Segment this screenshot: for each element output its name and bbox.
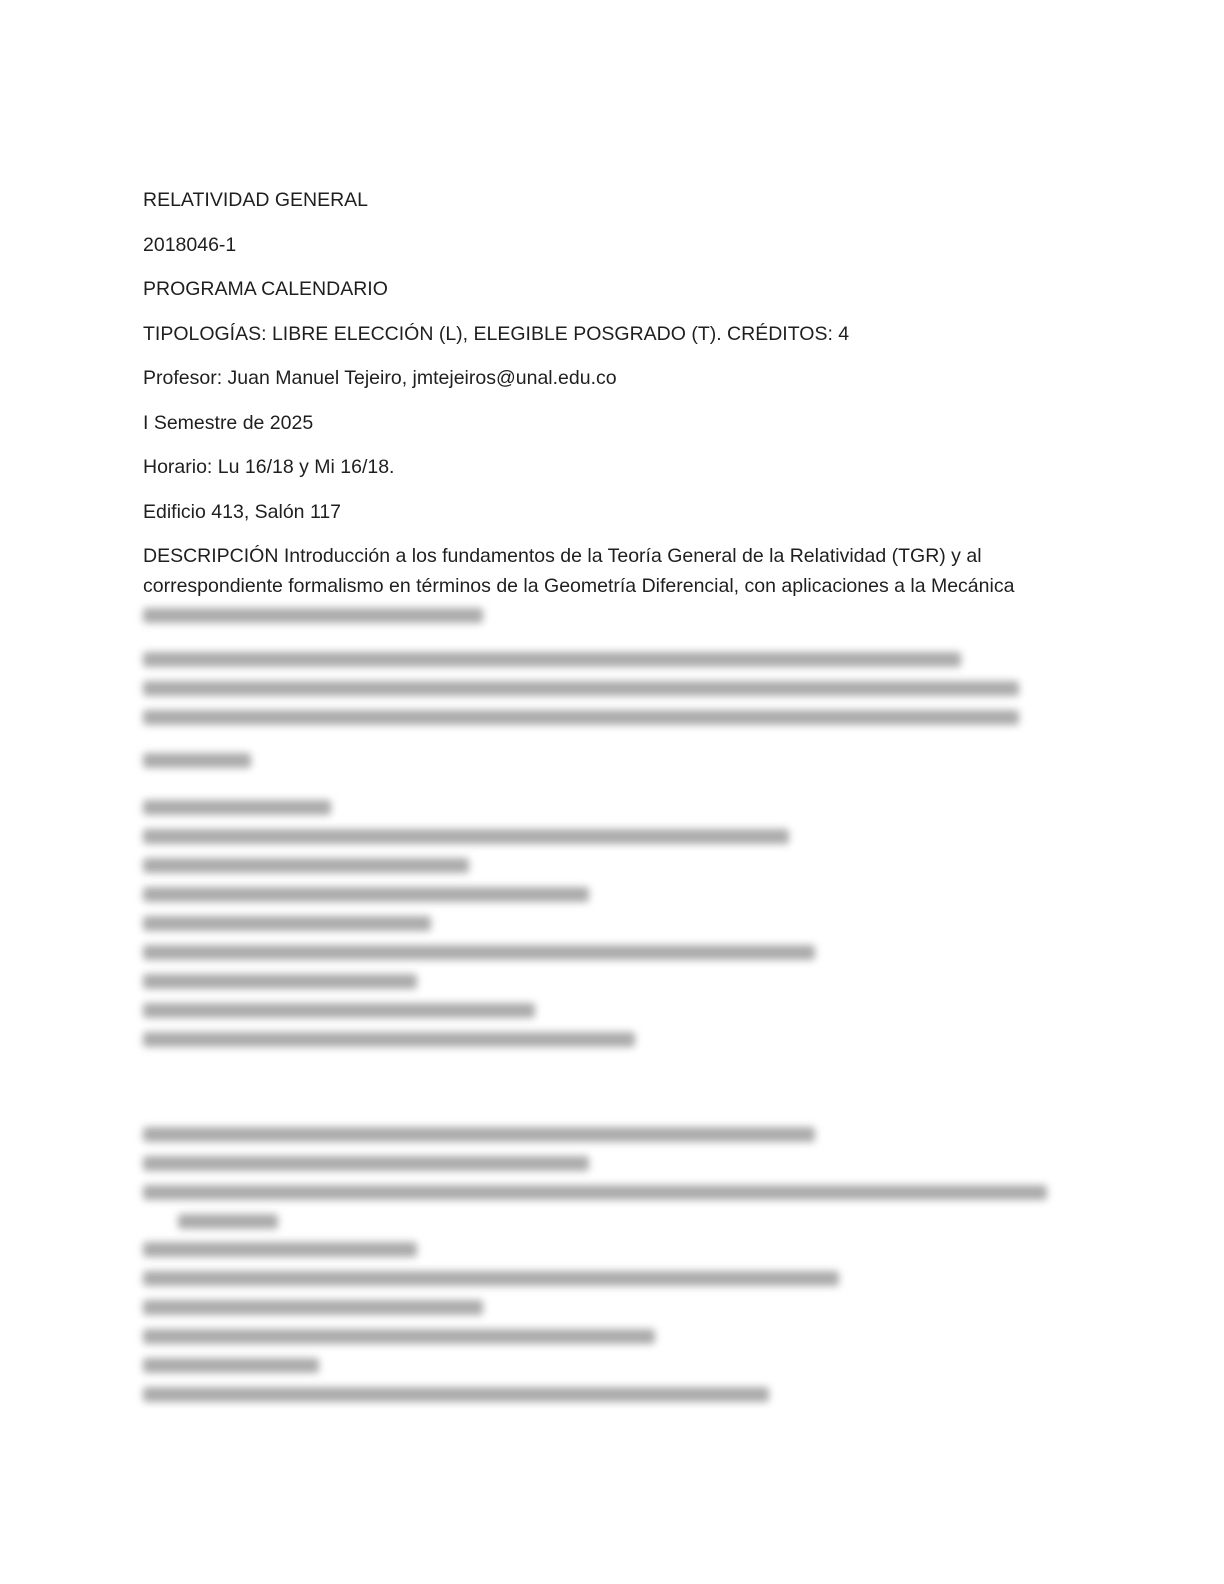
blurred-text-line bbox=[143, 1185, 1047, 1200]
blurred-text-line bbox=[143, 1032, 635, 1047]
blurred-text-line bbox=[143, 1271, 839, 1286]
blurred-text-line bbox=[143, 681, 1019, 696]
blurred-text-line bbox=[143, 608, 483, 623]
blurred-text-line bbox=[143, 1300, 483, 1315]
blurred-text-line bbox=[143, 1387, 769, 1402]
blurred-text-line bbox=[143, 829, 789, 844]
schedule-info: Horario: Lu 16/18 y Mi 16/18. bbox=[143, 456, 395, 478]
blurred-text-line bbox=[143, 887, 589, 902]
blurred-text-line bbox=[143, 945, 815, 960]
document-body bbox=[143, 186, 1063, 601]
blurred-text-line bbox=[143, 1156, 589, 1171]
blurred-text-line bbox=[143, 916, 431, 931]
blurred-text-line bbox=[143, 1127, 815, 1142]
program-label: PROGRAMA CALENDARIO bbox=[143, 278, 388, 300]
typologies-credits: TIPOLOGÍAS: LIBRE ELECCIÓN (L), ELEGIBLE POSGRADO (T). CRÉDITOS: 4 bbox=[143, 322, 850, 345]
course-code: 2018046-1 bbox=[143, 233, 237, 256]
location-info: Edificio 413, Salón 117 bbox=[143, 500, 342, 523]
professor-info: Profesor: Juan Manuel Tejeiro, jmtejeiros@unal.edu.co bbox=[143, 367, 617, 389]
description-paragraph bbox=[143, 542, 1063, 601]
blurred-text-line bbox=[143, 1329, 655, 1344]
description-line: DESCRIPCIÓN Introducción a los fundamentos de la Teoría General de la Relatividad (TGR) y al bbox=[143, 545, 982, 567]
blurred-text-line bbox=[143, 858, 469, 873]
blurred-text-line bbox=[143, 652, 961, 667]
blurred-text-line bbox=[143, 974, 417, 989]
blurred-text-line bbox=[143, 1242, 417, 1257]
blurred-text-line bbox=[143, 1358, 319, 1373]
semester-info: I Semestre de 2025 bbox=[143, 411, 314, 434]
blurred-text-line bbox=[143, 800, 331, 815]
description-line: correspondiente formalismo en términos de la Geometría Diferencial, con aplicaciones a la Mecánica bbox=[143, 574, 1015, 597]
course-title: RELATIVIDAD GENERAL bbox=[143, 189, 369, 211]
blurred-text-line bbox=[143, 753, 251, 768]
blurred-text-line bbox=[143, 710, 1019, 725]
blurred-text-line bbox=[143, 1003, 535, 1018]
blurred-text-line bbox=[178, 1214, 278, 1229]
